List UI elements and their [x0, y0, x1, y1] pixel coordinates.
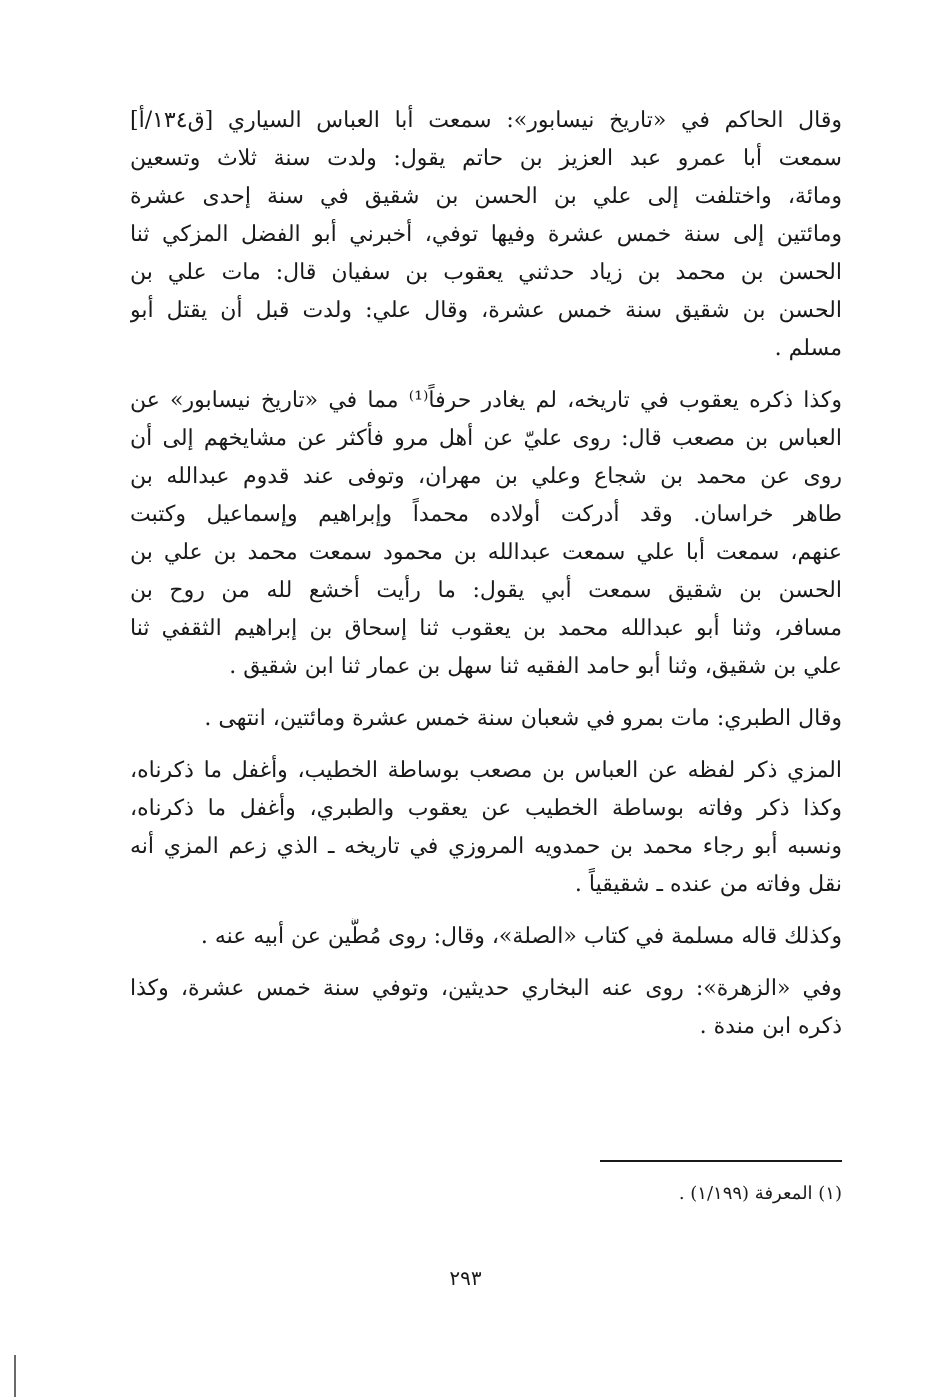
text-line: وكذلك قاله مسلمة في كتاب «الصلة»، وقال: روى مُطَّين عن أبيه عنه . — [200, 924, 842, 949]
paragraph-6 — [130, 970, 842, 1046]
text-line: سمعت أبا عمرو عبد العزيز بن حاتم يقول: ولدت سنة ثلاث وتسعين — [130, 146, 842, 171]
page-number: ٢٩٣ — [449, 1266, 482, 1290]
text-line: نقل وفاته من عنده ـ شقيقياً . — [574, 872, 842, 897]
text-line: طاهر خراسان. وقد أدركت أولاده محمداً وإبراهيم وإسماعيل وكتبت — [130, 502, 842, 527]
paragraph-3 — [130, 700, 842, 738]
paragraph-5 — [130, 918, 842, 956]
text-line: العباس بن مصعب قال: روى عليّ عن أهل مرو فأكثر عن مشايخهم إلى أن — [130, 426, 842, 451]
text-line: مسلم . — [774, 336, 842, 361]
paragraph-4 — [130, 752, 842, 904]
text-line: علي بن شقيق، وثنا أبو حامد الفقيه ثنا سهل بن عمار ثنا ابن شقيق . — [229, 654, 842, 679]
paragraph-1 — [130, 102, 842, 368]
text-line: وفي «الزهرة»: روى عنه البخاري حديثين، وتوفي سنة خمس عشرة، وكذا — [130, 976, 842, 1001]
footnote-divider — [600, 1160, 842, 1162]
text-line: وكذا ذكر وفاته بوساطة الخطيب عن يعقوب والطبري، وأغفل ما ذكرناه، — [130, 796, 842, 821]
text-line: وكذا ذكره يعقوب في تاريخه، لم يغادر حرفاً⁽¹⁾ مما في «تاريخ نيسابور» عن — [130, 388, 842, 413]
text-line: الحسن بن شقيق سنة خمس عشرة، وقال علي: ولدت قبل أن يقتل أبو — [130, 298, 842, 323]
text-line: روى عن محمد بن شجاع وعلي بن مهران، وتوفى عند قدوم عبدالله بن — [130, 464, 842, 489]
paragraph-2 — [130, 382, 842, 686]
footnote: (١) المعرفة (١/١٩٩) . — [678, 1183, 842, 1204]
text-line: الحسن بن شقيق سمعت أبي يقول: ما رأيت أخشع لله من روح بن — [130, 578, 842, 603]
text-line: الحسن بن محمد بن زياد حدثني يعقوب بن سفيان قال: مات علي بن — [130, 260, 842, 285]
text-line: وقال الحاكم في «تاريخ نيسابور»: سمعت أبا العباس السياري [ق١٣٤/أ] — [130, 108, 842, 133]
text-line: المزي ذكر لفظه عن العباس بن مصعب بوساطة الخطيب، وأغفل ما ذكرناه، — [130, 758, 842, 783]
text-line: عنهم، سمعت أبا علي سمعت عبدالله بن محمود سمعت محمد بن علي بن — [130, 540, 842, 565]
text-line: ذكره ابن مندة . — [699, 1014, 842, 1039]
text-line: وقال الطبري: مات بمرو في شعبان سنة خمس عشرة ومائتين، انتهى . — [204, 706, 842, 731]
text-line: ونسبه أبو رجاء محمد بن حمدويه المروزي في تاريخه ـ الذي زعم المزي أنه — [130, 834, 842, 859]
text-line: مسافر، وثنا أبو عبدالله محمد بن يعقوب ثنا إسحاق بن إبراهيم الثقفي ثنا — [130, 616, 842, 641]
text-line: ومائة، واختلفت إلى علي بن الحسن بن شقيق في سنة إحدى عشرة — [130, 184, 842, 209]
scan-edge-mark — [14, 1355, 16, 1397]
page-body — [130, 102, 842, 1060]
text-line: ومائتين إلى سنة خمس عشرة وفيها توفي، أخبرني أبو الفضل المزكي ثنا — [130, 222, 842, 247]
